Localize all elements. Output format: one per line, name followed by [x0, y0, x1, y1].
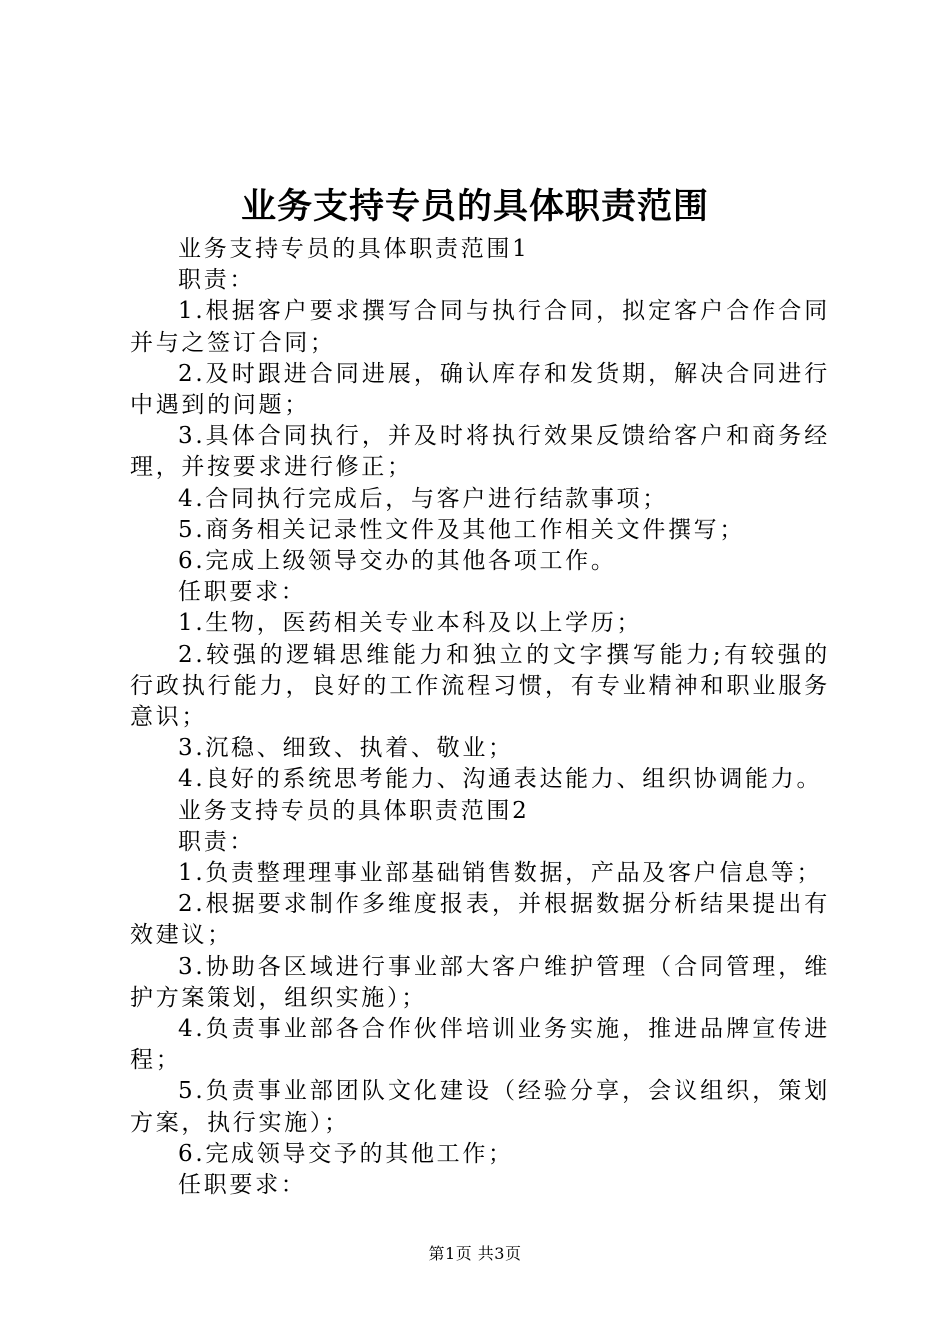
duty-item: 4.负责事业部各合作伙伴培训业务实施，推进品牌宣传进程； [130, 1016, 830, 1074]
requirement-item: 1.生物，医药相关专业本科及以上学历； [178, 610, 643, 637]
section-heading-2: 业务支持专员的具体职责范围2 [178, 797, 530, 824]
duty-item: 3.具体合同执行，并及时将执行效果反馈给客户和商务经理，并按要求进行修正； [130, 423, 830, 481]
page-footer: 第1页 共3页 [428, 1244, 522, 1263]
duty-item: 5.商务相关记录性文件及其他工作相关文件撰写； [178, 516, 746, 543]
document-title: 业务支持专员的具体职责范围 [240, 186, 709, 227]
duty-item: 1.负责整理理事业部基础销售数据，产品及客户信息等； [178, 860, 823, 887]
duty-item: 4.合同执行完成后，与客户进行结款事项； [178, 485, 668, 512]
requirement-item: 2.较强的逻辑思维能力和独立的文字撰写能力;有较强的行政执行能力，良好的工作流程习惯，有专业精神和职业服务意识； [130, 641, 830, 731]
duties-label: 职责： [178, 828, 256, 855]
requirement-item: 4.良好的系统思考能力、沟通表达能力、组织协调能力。 [178, 766, 823, 793]
requirement-item: 3.沉稳、细致、执着、敬业； [178, 735, 514, 762]
requirements-label: 任职要求： [178, 579, 307, 606]
duty-item: 2.及时跟进合同进展，确认库存和发货期，解决合同进行中遇到的问题； [130, 360, 830, 419]
duty-item: 6.完成领导交予的其他工作； [178, 1140, 514, 1167]
duty-item: 6.完成上级领导交办的其他各项工作。 [178, 548, 617, 575]
document-body [130, 234, 830, 1201]
duty-item: 3.协助各区域进行事业部大客户维护管理（合同管理，维护方案策划，组织实施）； [130, 953, 830, 1011]
section-heading-1: 业务支持专员的具体职责范围1 [178, 236, 530, 262]
duty-item: 5.负责事业部团队文化建设（经验分享，会议组织，策划方案，执行实施）； [130, 1078, 830, 1136]
duties-label: 职责： [178, 267, 256, 294]
duty-item: 2.根据要求制作多维度报表，并根据数据分析结果提出有效建议； [130, 891, 830, 949]
requirements-label: 任职要求： [178, 1172, 307, 1199]
duty-item: 1.根据客户要求撰写合同与执行合同，拟定客户合作合同并与之签订合同； [130, 298, 830, 356]
